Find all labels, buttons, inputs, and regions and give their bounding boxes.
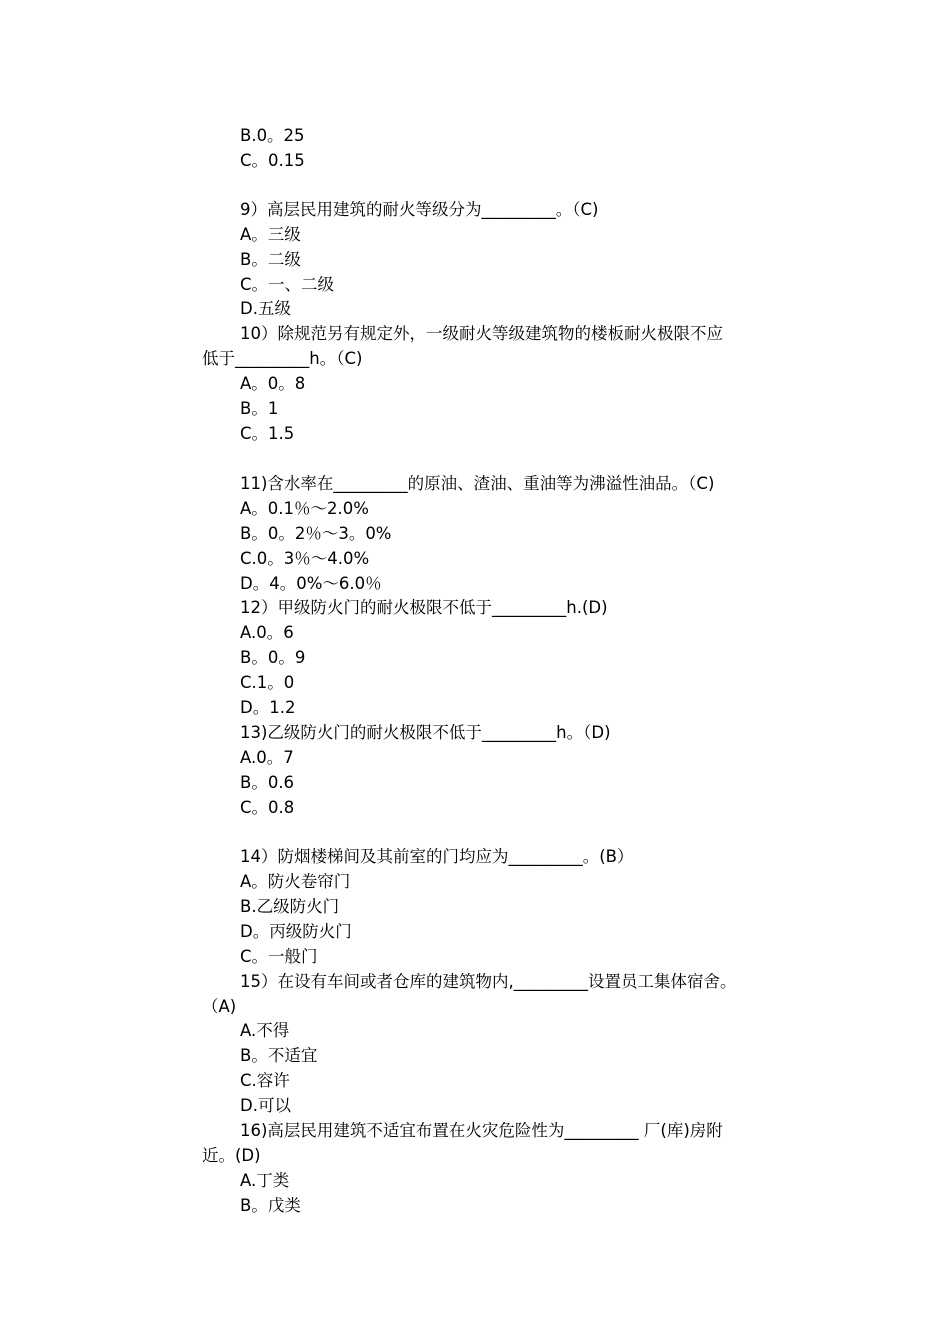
question-continuation: 近。(D) bbox=[202, 1146, 261, 1165]
question-line: 12）甲级防火门的耐火极限不低于_________h.(D) bbox=[240, 598, 608, 617]
option-line: B.乙级防火门 bbox=[240, 897, 340, 916]
option-line: B.0。25 bbox=[240, 126, 305, 145]
option-line: D.可以 bbox=[240, 1096, 291, 1115]
option-line: C。0.15 bbox=[240, 151, 305, 170]
option-line: A。三级 bbox=[240, 225, 301, 244]
option-line: C.容许 bbox=[240, 1071, 290, 1090]
option-line: C。1.5 bbox=[240, 424, 295, 443]
option-line: B。1 bbox=[240, 399, 279, 418]
option-line: A.丁类 bbox=[240, 1171, 290, 1190]
question-line: 11)含水率在_________的原油、渣油、重油等为沸溢性油品。（C) bbox=[240, 474, 715, 493]
question-line: 16)高层民用建筑不适宜布置在火灾危险性为_________ 厂(库)房附 bbox=[240, 1121, 723, 1140]
question-line: 14）防烟楼梯间及其前室的门均应为_________。(B） bbox=[240, 847, 634, 866]
question-line: 15）在设有车间或者仓库的建筑物内,_________设置员工集体宿舍。 bbox=[240, 972, 737, 991]
option-line: A.0。7 bbox=[240, 748, 294, 767]
option-line: C.0。3％～4.0% bbox=[240, 549, 370, 568]
option-line: D.五级 bbox=[240, 299, 291, 318]
option-line: B。0。2％～3。0% bbox=[240, 524, 392, 543]
option-line: A。防火卷帘门 bbox=[240, 872, 351, 891]
option-line: C。一般门 bbox=[240, 947, 318, 966]
option-line: A.不得 bbox=[240, 1021, 290, 1040]
option-line: D。1.2 bbox=[240, 698, 296, 717]
option-line: B。二级 bbox=[240, 250, 301, 269]
option-line: B。0。9 bbox=[240, 648, 306, 667]
option-line: A。0.1％～2.0% bbox=[240, 499, 369, 518]
option-line: B。戊类 bbox=[240, 1196, 301, 1215]
question-line: 9）高层民用建筑的耐火等级分为_________。（C) bbox=[240, 200, 599, 219]
question-continuation: （A) bbox=[202, 997, 237, 1016]
option-line: C。一、二级 bbox=[240, 275, 335, 294]
option-line: C。0.8 bbox=[240, 798, 295, 817]
option-line: B。0.6 bbox=[240, 773, 295, 792]
option-line: D。丙级防火门 bbox=[240, 922, 352, 941]
option-line: B。不适宜 bbox=[240, 1046, 318, 1065]
question-continuation: 低于_________h。（C) bbox=[202, 349, 363, 368]
option-line: A。0。8 bbox=[240, 374, 306, 393]
question-line: 13)乙级防火门的耐火极限不低于_________h。（D) bbox=[240, 723, 611, 742]
question-line: 10）除规范另有规定外，一级耐火等级建筑物的楼板耐火极限不应 bbox=[240, 324, 723, 343]
option-line: A.0。6 bbox=[240, 623, 294, 642]
option-line: C.1。0 bbox=[240, 673, 295, 692]
option-line: D。4。0%～6.0％ bbox=[240, 574, 382, 593]
